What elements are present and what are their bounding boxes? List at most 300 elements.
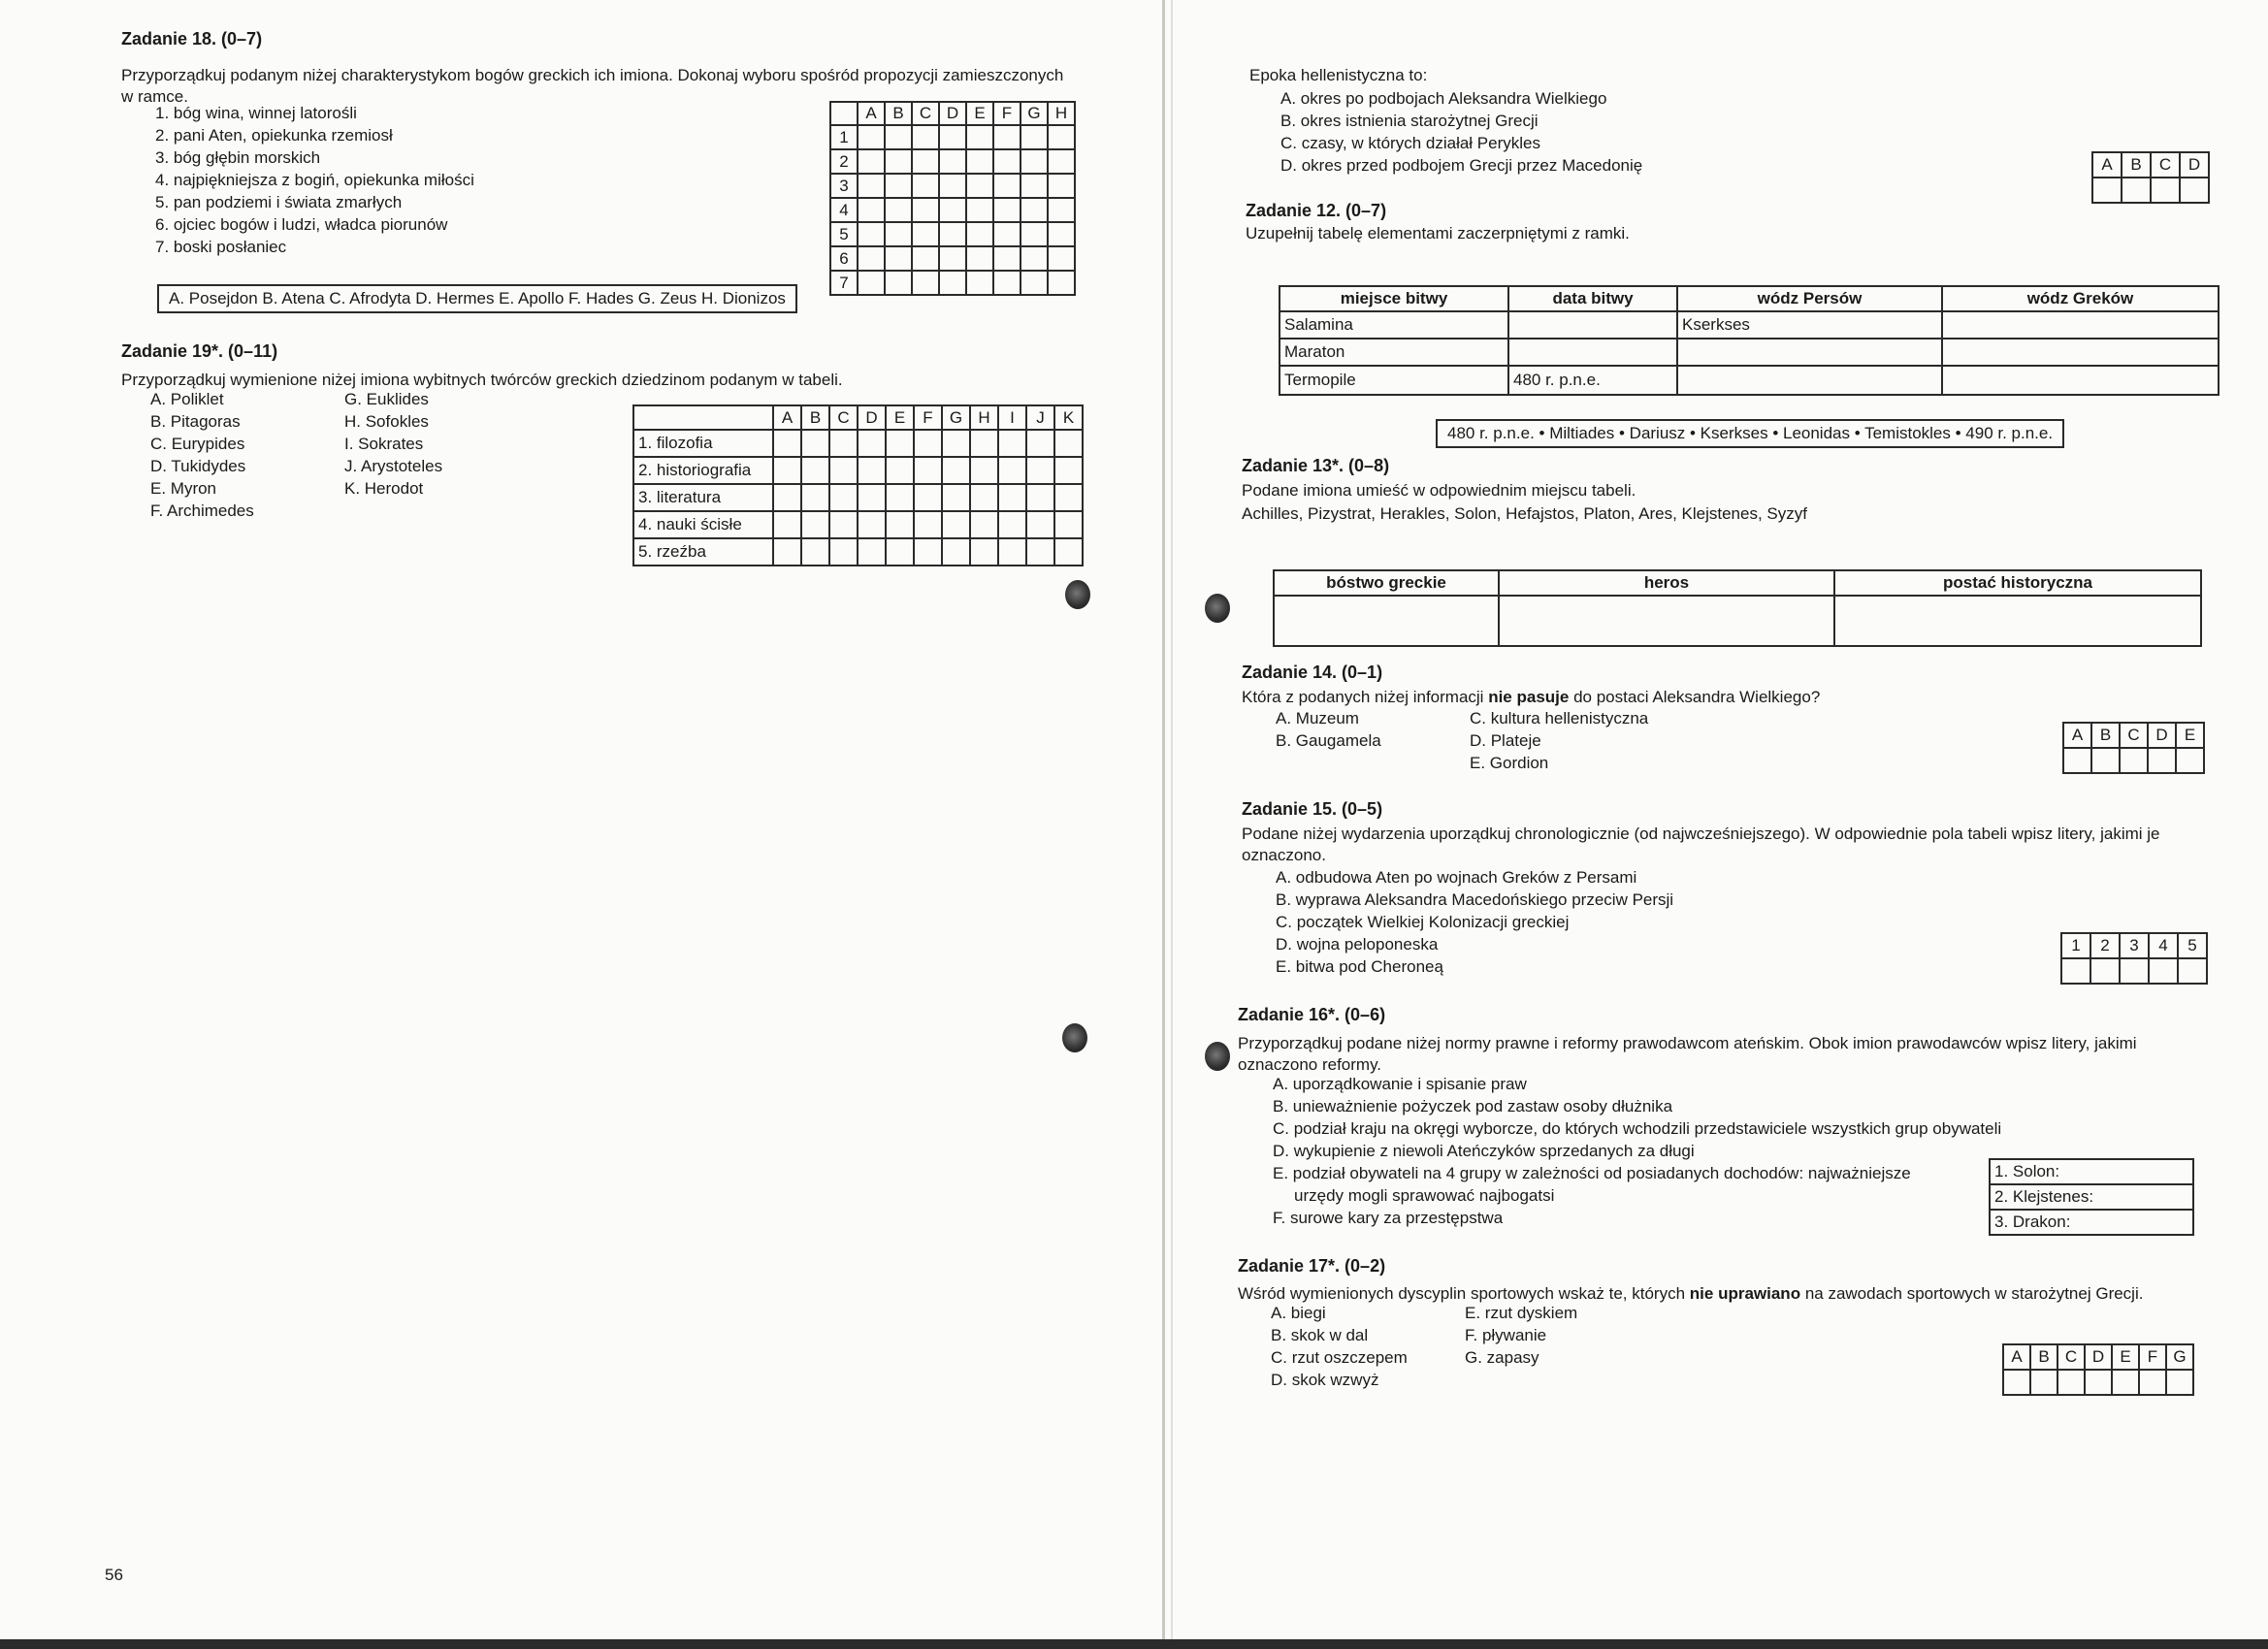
answer-cell[interactable] <box>1026 430 1054 457</box>
answer-cell[interactable] <box>1048 174 1075 198</box>
task-18-title: Zadanie 18. (0–7) <box>121 29 263 48</box>
answer-cell[interactable] <box>886 457 914 484</box>
list-item: B. unieważnienie pożyczek pod zastaw osoby dłużnika <box>1273 1097 1673 1116</box>
table-cell: 480 r. p.n.e. <box>1508 366 1677 395</box>
option-item: C. kultura hellenistyczna <box>1470 709 1649 728</box>
answer-cell[interactable] <box>993 246 1021 271</box>
list-item: C. podział kraju na okręgi wyborcze, do których wchodzili przedstawiciele wszystkich grup obywateli <box>1273 1119 2002 1138</box>
order-number: 4 <box>2149 933 2178 958</box>
task-14-answer-box <box>2062 722 2205 774</box>
answer-cell[interactable] <box>914 538 942 566</box>
option-letter[interactable]: B <box>2091 723 2120 748</box>
answer-cell[interactable] <box>912 246 939 271</box>
list-item: 3. bóg głębin morskich <box>155 148 321 167</box>
col-header: A <box>858 102 885 125</box>
question-emphasis: nie pasuje <box>1488 688 1570 706</box>
list-item: D. wojna peloponeska <box>1276 935 1439 954</box>
answer-cell[interactable] <box>966 174 993 198</box>
answer-cell[interactable] <box>912 125 939 149</box>
answer-cell[interactable] <box>2151 178 2180 203</box>
answer-cell[interactable] <box>1054 484 1083 511</box>
col-header: C <box>912 102 939 125</box>
answer-cell[interactable] <box>970 511 998 538</box>
answer-cell[interactable] <box>914 430 942 457</box>
task-15-instruction: Podane niżej wydarzenia uporządkuj chronologicznie (od najwcześniejszego). W odpowiednie pola tabeli wpisz litery, jakimi je <box>1242 824 2160 843</box>
task-13-instruction: Podane imiona umieść w odpowiednim miejscu tabeli. <box>1242 481 1636 500</box>
list-item: C. początek Wielkiej Kolonizacji greckiej <box>1276 913 1570 931</box>
row-header: 2 <box>830 149 858 174</box>
answer-cell[interactable] <box>1026 457 1054 484</box>
answer-cell[interactable] <box>1021 149 1048 174</box>
answer-cell[interactable] <box>801 511 829 538</box>
answer-cell[interactable] <box>939 174 966 198</box>
answer-cell[interactable] <box>993 198 1021 222</box>
answer-cell[interactable] <box>1054 430 1083 457</box>
answer-cell[interactable] <box>939 149 966 174</box>
task-11-stem: Epoka hellenistyczna to: <box>1249 66 1428 84</box>
task-12-instruction: Uzupełnij tabelę elementami zaczerpniętymi z ramki. <box>1246 224 1630 242</box>
answer-cell[interactable] <box>829 511 858 538</box>
table-cell[interactable] <box>1677 339 1942 366</box>
answer-cell[interactable] <box>2139 1370 2166 1395</box>
col-header: J <box>1026 405 1054 430</box>
option-letter[interactable]: D <box>2148 723 2176 748</box>
list-item: E. podział obywateli na 4 grupy w zależności od posiadanych dochodów: najważniejsze <box>1273 1164 1911 1182</box>
answer-cell[interactable] <box>1026 538 1054 566</box>
answer-cell[interactable] <box>2149 958 2178 984</box>
answer-cell[interactable] <box>1274 596 1499 646</box>
answer-cell[interactable] <box>2176 748 2204 773</box>
answer-field[interactable]: 3. Drakon: <box>1990 1210 2193 1235</box>
task-18-options-box: A. Posejdon B. Atena C. Afrodyta D. Hermes E. Apollo F. Hades G. Zeus H. Dionizos <box>157 284 797 313</box>
answer-cell[interactable] <box>2063 748 2091 773</box>
answer-cell[interactable] <box>858 149 885 174</box>
task-16-instruction: Przyporządkuj podane niżej normy prawne i reformy prawodawcom ateńskim. Obok imion prawodawców wpisz litery, jakimi <box>1238 1034 2137 1052</box>
answer-cell[interactable] <box>993 174 1021 198</box>
answer-cell[interactable] <box>1026 511 1054 538</box>
task-13-title: Zadanie 13*. (0–8) <box>1242 456 1390 475</box>
answer-cell[interactable] <box>998 430 1026 457</box>
answer-cell[interactable] <box>773 511 801 538</box>
list-item: J. Arystoteles <box>344 457 443 475</box>
answer-cell[interactable] <box>912 149 939 174</box>
answer-cell[interactable] <box>885 271 912 295</box>
answer-cell[interactable] <box>886 430 914 457</box>
answer-cell[interactable] <box>939 222 966 246</box>
answer-cell[interactable] <box>912 271 939 295</box>
answer-cell[interactable] <box>914 511 942 538</box>
option-letter[interactable]: C <box>2057 1344 2085 1370</box>
column-header: bóstwo greckie <box>1274 570 1499 596</box>
option-letter[interactable]: A <box>2092 152 2122 178</box>
option-item: A. Muzeum <box>1276 709 1359 728</box>
answer-cell[interactable] <box>939 198 966 222</box>
answer-cell[interactable] <box>2030 1370 2057 1395</box>
col-header: B <box>885 102 912 125</box>
task-17-options-col1 <box>1271 1302 1408 1391</box>
col-header: H <box>970 405 998 430</box>
list-item: A. Poliklet <box>150 390 224 408</box>
task-12-title: Zadanie 12. (0–7) <box>1246 201 1387 220</box>
answer-cell[interactable] <box>939 271 966 295</box>
task-14-question <box>1242 686 1820 708</box>
row-header: 7 <box>830 271 858 295</box>
task-19-answer-grid <box>632 404 1084 566</box>
punch-hole <box>1065 580 1090 609</box>
option-item: F. pływanie <box>1465 1326 1547 1344</box>
task-14-title: Zadanie 14. (0–1) <box>1242 663 1383 682</box>
answer-cell[interactable] <box>912 222 939 246</box>
answer-cell[interactable] <box>1021 271 1048 295</box>
column-header: postać historyczna <box>1834 570 2201 596</box>
answer-cell[interactable] <box>1048 222 1075 246</box>
task-17-title: Zadanie 17*. (0–2) <box>1238 1256 1386 1276</box>
answer-cell[interactable] <box>2120 958 2149 984</box>
option-item: D. okres przed podbojem Grecji przez Macedonię <box>1280 156 1643 175</box>
answer-cell[interactable] <box>912 174 939 198</box>
answer-cell[interactable] <box>858 457 886 484</box>
answer-cell[interactable] <box>773 484 801 511</box>
column-header: miejsce bitwy <box>1280 286 1508 311</box>
answer-cell[interactable] <box>1048 149 1075 174</box>
answer-cell[interactable] <box>998 457 1026 484</box>
task-15-answer-box <box>2060 932 2208 985</box>
answer-cell[interactable] <box>2003 1370 2030 1395</box>
option-item: B. skok w dal <box>1271 1326 1369 1344</box>
answer-cell[interactable] <box>998 484 1026 511</box>
list-item-cont: urzędy mogli sprawować najbogatsi <box>1294 1186 1555 1205</box>
answer-cell[interactable] <box>2112 1370 2139 1395</box>
task-12-options-box: 480 r. p.n.e. • Miltiades • Dariusz • Kserkses • Leonidas • Temistokles • 490 r. p.n.e. <box>1436 419 2064 448</box>
answer-cell[interactable] <box>942 457 970 484</box>
table-cell[interactable] <box>1942 311 2219 339</box>
list-item: B. wyprawa Aleksandra Macedońskiego przeciw Persji <box>1276 890 1674 909</box>
col-header: G <box>942 405 970 430</box>
option-item: A. okres po podbojach Aleksandra Wielkiego <box>1280 89 1607 108</box>
answer-cell[interactable] <box>1021 198 1048 222</box>
punch-hole <box>1062 1023 1087 1052</box>
list-item: F. surowe kary za przestępstwa <box>1273 1209 1504 1227</box>
answer-cell[interactable] <box>2180 178 2209 203</box>
punch-hole <box>1205 594 1230 623</box>
col-header: E <box>886 405 914 430</box>
answer-cell[interactable] <box>1048 198 1075 222</box>
list-item: D. Tukidydes <box>150 457 246 475</box>
answer-cell[interactable] <box>939 246 966 271</box>
answer-cell[interactable] <box>2120 748 2148 773</box>
list-item: 7. boski posłaniec <box>155 238 287 256</box>
answer-cell[interactable] <box>966 246 993 271</box>
answer-cell[interactable] <box>998 511 1026 538</box>
option-letter[interactable]: B <box>2030 1344 2057 1370</box>
answer-cell[interactable] <box>2092 178 2122 203</box>
answer-cell[interactable] <box>886 484 914 511</box>
answer-cell[interactable] <box>970 538 998 566</box>
task-14-options-col2 <box>1470 707 1648 774</box>
col-header: I <box>998 405 1026 430</box>
row-header: 2. historiografia <box>633 457 773 484</box>
row-header: 1 <box>830 125 858 149</box>
task-16-reforms <box>1273 1073 2001 1229</box>
punch-hole <box>1205 1042 1230 1071</box>
answer-cell[interactable] <box>1021 246 1048 271</box>
column-header: wódz Persów <box>1677 286 1942 311</box>
answer-cell[interactable] <box>801 484 829 511</box>
answer-cell[interactable] <box>801 538 829 566</box>
option-item: A. biegi <box>1271 1304 1326 1322</box>
task-19-list-col2 <box>344 388 442 500</box>
page-fold <box>1162 0 1165 1649</box>
option-letter[interactable]: A <box>2003 1344 2030 1370</box>
list-item: 6. ojciec bogów i ludzi, władca piorunów <box>155 215 448 234</box>
task-13-names: Achilles, Pizystrat, Herakles, Solon, Hefajstos, Platon, Ares, Klejstenes, Syzyf <box>1242 504 1807 523</box>
option-letter[interactable]: D <box>2180 152 2209 178</box>
option-letter[interactable]: A <box>2063 723 2091 748</box>
answer-cell[interactable] <box>2166 1370 2193 1395</box>
answer-cell[interactable] <box>993 271 1021 295</box>
answer-cell[interactable] <box>1021 125 1048 149</box>
column-header: wódz Greków <box>1942 286 2219 311</box>
answer-cell[interactable] <box>998 538 1026 566</box>
answer-cell[interactable] <box>942 430 970 457</box>
order-number: 5 <box>2178 933 2207 958</box>
answer-cell[interactable] <box>1048 125 1075 149</box>
question-text: do postaci Aleksandra Wielkiego? <box>1573 688 1821 706</box>
col-header: H <box>1048 102 1075 125</box>
option-item: G. zapasy <box>1465 1348 1539 1367</box>
corner-cell <box>633 405 773 430</box>
option-letter[interactable]: G <box>2166 1344 2193 1370</box>
question-text: Wśród wymienionych dyscyplin sportowych wskaż te, których <box>1238 1284 1686 1303</box>
answer-cell[interactable] <box>2057 1370 2085 1395</box>
question-text: na zawodach sportowych w starożytnej Grecji. <box>1804 1284 2144 1303</box>
answer-cell[interactable] <box>966 222 993 246</box>
option-item: E. rzut dyskiem <box>1465 1304 1578 1322</box>
list-item: I. Sokrates <box>344 435 424 453</box>
table-cell[interactable] <box>1942 339 2219 366</box>
task-19-list-col1 <box>150 388 254 522</box>
answer-cell[interactable] <box>1834 596 2201 646</box>
row-header: 6 <box>830 246 858 271</box>
answer-cell[interactable] <box>885 125 912 149</box>
question-emphasis: nie uprawiano <box>1689 1284 1801 1303</box>
row-header: 4 <box>830 198 858 222</box>
col-header: F <box>993 102 1021 125</box>
answer-cell[interactable] <box>1499 596 1834 646</box>
answer-cell[interactable] <box>966 271 993 295</box>
answer-cell[interactable] <box>1021 174 1048 198</box>
answer-cell[interactable] <box>858 271 885 295</box>
answer-cell[interactable] <box>914 457 942 484</box>
col-header: G <box>1021 102 1048 125</box>
answer-cell[interactable] <box>939 125 966 149</box>
answer-cell[interactable] <box>914 484 942 511</box>
answer-cell[interactable] <box>993 125 1021 149</box>
answer-cell[interactable] <box>858 222 885 246</box>
answer-cell[interactable] <box>970 430 998 457</box>
answer-cell[interactable] <box>858 538 886 566</box>
answer-field[interactable]: 2. Klejstenes: <box>1990 1184 2193 1210</box>
task-19-title: Zadanie 19*. (0–11) <box>121 341 278 361</box>
option-letter[interactable]: B <box>2122 152 2151 178</box>
table-cell: Maraton <box>1280 339 1508 366</box>
table-cell: Kserkses <box>1677 311 1942 339</box>
col-header: A <box>773 405 801 430</box>
task-18-instruction-cont: w ramce. <box>121 87 188 106</box>
column-header: data bitwy <box>1508 286 1677 311</box>
col-header: E <box>966 102 993 125</box>
answer-cell[interactable] <box>885 174 912 198</box>
list-item: 4. najpiękniejsza z bogiń, opiekunka miłości <box>155 171 474 189</box>
option-item: B. okres istnienia starożytnej Grecji <box>1280 112 1539 130</box>
list-item: 1. bóg wina, winnej latorośli <box>155 104 357 122</box>
answer-field[interactable]: 1. Solon: <box>1990 1159 2193 1184</box>
list-item: 5. pan podziemi i świata zmarłych <box>155 193 403 211</box>
answer-cell[interactable] <box>801 430 829 457</box>
task-11-answer-box <box>2091 151 2210 204</box>
answer-cell[interactable] <box>829 538 858 566</box>
answer-cell[interactable] <box>858 125 885 149</box>
answer-cell[interactable] <box>885 222 912 246</box>
col-header: F <box>914 405 942 430</box>
answer-cell[interactable] <box>966 125 993 149</box>
answer-cell[interactable] <box>773 538 801 566</box>
list-item: A. uporządkowanie i spisanie praw <box>1273 1075 1527 1093</box>
task-16-title: Zadanie 16*. (0–6) <box>1238 1005 1386 1024</box>
answer-cell[interactable] <box>858 198 885 222</box>
answer-cell[interactable] <box>886 511 914 538</box>
task-18-list <box>155 102 474 258</box>
list-item: E. Myron <box>150 479 217 498</box>
answer-cell[interactable] <box>993 222 1021 246</box>
list-item: D. wykupienie z niewoli Ateńczyków sprzedanych za długi <box>1273 1142 1695 1160</box>
option-item: C. rzut oszczepem <box>1271 1348 1408 1367</box>
answer-cell[interactable] <box>970 457 998 484</box>
option-item: C. czasy, w których działał Perykles <box>1280 134 1540 152</box>
table-cell: Salamina <box>1280 311 1508 339</box>
answer-cell[interactable] <box>942 484 970 511</box>
corner-cell <box>830 102 858 125</box>
task-15-events <box>1276 866 1673 978</box>
answer-cell[interactable] <box>970 484 998 511</box>
task-12-table <box>1279 285 2219 396</box>
col-header: B <box>801 405 829 430</box>
order-number: 2 <box>2090 933 2120 958</box>
option-item: E. Gordion <box>1470 754 1549 772</box>
answer-cell[interactable] <box>2148 748 2176 773</box>
answer-cell[interactable] <box>966 198 993 222</box>
answer-cell[interactable] <box>1026 484 1054 511</box>
option-letter[interactable]: F <box>2139 1344 2166 1370</box>
answer-cell[interactable] <box>858 430 886 457</box>
table-cell[interactable] <box>1677 366 1942 395</box>
scan-edge <box>0 1639 2268 1649</box>
table-cell[interactable] <box>1508 311 1677 339</box>
answer-cell[interactable] <box>942 538 970 566</box>
answer-cell[interactable] <box>773 457 801 484</box>
answer-cell[interactable] <box>885 149 912 174</box>
order-number: 3 <box>2120 933 2149 958</box>
task-18-instruction: Przyporządkuj podanym niżej charakterystykom bogów greckich ich imiona. Dokonaj wyboru spośród propozycji zamieszczonych <box>121 66 1064 84</box>
answer-cell[interactable] <box>885 246 912 271</box>
list-item: F. Archimedes <box>150 501 254 520</box>
answer-cell[interactable] <box>886 538 914 566</box>
answer-cell[interactable] <box>2091 748 2120 773</box>
option-letter[interactable]: C <box>2120 723 2148 748</box>
option-item: B. Gaugamela <box>1276 731 1381 750</box>
task-17-options-col2 <box>1465 1302 1577 1369</box>
task-16-answer-box <box>1989 1158 2194 1236</box>
task-17-answer-box <box>2002 1343 2194 1396</box>
page-fold-shadow <box>1171 0 1173 1649</box>
answer-cell[interactable] <box>801 457 829 484</box>
table-cell[interactable] <box>1942 366 2219 395</box>
answer-cell[interactable] <box>2061 958 2090 984</box>
option-item: D. skok wzwyż <box>1271 1371 1379 1389</box>
answer-cell[interactable] <box>858 246 885 271</box>
answer-cell[interactable] <box>1054 511 1083 538</box>
answer-cell[interactable] <box>942 511 970 538</box>
answer-cell[interactable] <box>773 430 801 457</box>
answer-cell[interactable] <box>858 484 886 511</box>
answer-cell[interactable] <box>1048 246 1075 271</box>
row-header: 5. rzeźba <box>633 538 773 566</box>
answer-cell[interactable] <box>912 198 939 222</box>
option-letter[interactable]: D <box>2085 1344 2112 1370</box>
row-header: 3. literatura <box>633 484 773 511</box>
task-15-title: Zadanie 15. (0–5) <box>1242 799 1383 819</box>
answer-cell[interactable] <box>993 149 1021 174</box>
question-text: Która z podanych niżej informacji <box>1242 688 1484 706</box>
answer-cell[interactable] <box>1048 271 1075 295</box>
answer-cell[interactable] <box>2090 958 2120 984</box>
order-number: 1 <box>2061 933 2090 958</box>
row-header: 1. filozofia <box>633 430 773 457</box>
option-letter[interactable]: E <box>2176 723 2204 748</box>
answer-cell[interactable] <box>885 198 912 222</box>
answer-cell[interactable] <box>1054 538 1083 566</box>
table-cell[interactable] <box>1508 339 1677 366</box>
option-item: D. Plateje <box>1470 731 1541 750</box>
answer-cell[interactable] <box>2178 958 2207 984</box>
list-item: K. Herodot <box>344 479 424 498</box>
option-letter[interactable]: C <box>2151 152 2180 178</box>
option-letter[interactable]: E <box>2112 1344 2139 1370</box>
task-15-instruction-cont: oznaczono. <box>1242 846 1326 864</box>
list-item: G. Euklides <box>344 390 429 408</box>
answer-cell[interactable] <box>1021 222 1048 246</box>
task-16-instruction-cont: oznaczono reformy. <box>1238 1055 1382 1074</box>
answer-cell[interactable] <box>966 149 993 174</box>
answer-cell[interactable] <box>858 174 885 198</box>
column-header: heros <box>1499 570 1834 596</box>
task-11-options <box>1280 87 1642 177</box>
task-19-instruction: Przyporządkuj wymienione niżej imiona wybitnych twórców greckich dziedzinom podanym w tabeli. <box>121 371 843 389</box>
list-item: E. bitwa pod Cheroneą <box>1276 957 1443 976</box>
col-header: D <box>858 405 886 430</box>
list-item: A. odbudowa Aten po wojnach Greków z Persami <box>1276 868 1637 887</box>
task-14-options-col1 <box>1276 707 1381 752</box>
task-18-answer-grid <box>829 101 1076 296</box>
list-item: 2. pani Aten, opiekunka rzemiosł <box>155 126 393 145</box>
answer-cell[interactable] <box>858 511 886 538</box>
answer-cell[interactable] <box>1054 457 1083 484</box>
answer-cell[interactable] <box>2085 1370 2112 1395</box>
answer-cell[interactable] <box>829 484 858 511</box>
answer-cell[interactable] <box>829 430 858 457</box>
answer-cell[interactable] <box>2122 178 2151 203</box>
answer-cell[interactable] <box>829 457 858 484</box>
